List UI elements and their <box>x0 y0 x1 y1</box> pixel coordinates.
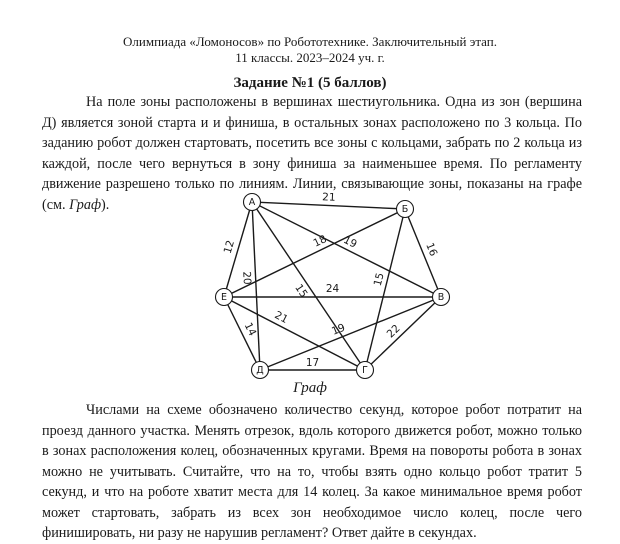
edge-weight-label: 18 <box>311 233 329 250</box>
grade-year-header: 11 классы. 2023–2024 уч. г. <box>235 50 385 65</box>
graph-node <box>397 201 414 218</box>
graph-caption: Граф <box>293 380 327 396</box>
task-title: Задание №1 (5 баллов) <box>233 75 387 91</box>
graph-node <box>433 289 450 306</box>
graph-node <box>244 194 261 211</box>
node-label: Б <box>401 204 409 215</box>
paragraph-1-text: На поле зоны расположены в вершинах шестиугольника. Одна из зон (вершина Д) является зоной старта и и финиша, в остальных зонах расположено по 3 кольца. По заданию робот должен стартовать, посетить все зоны с кольцами, забрать по 2 кольца из каждой, после чего вернуться в зону финиша за наименьшее время. По регламенту движение разрешено только по линиям. Линии, связывающие зоны, показаны на графе (см. <box>42 94 582 213</box>
olympiad-header: Олимпиада «Ломоносов» по Робототехнике. Заключительный этап. <box>123 34 497 49</box>
edge-weight-label: 17 <box>305 357 320 369</box>
task-paragraph-2: Числами на схеме обозначено количество секунд, которое робот потратит на проезд данного участка. Менять отрезок, вдоль которого движется робот, можно только в зонах расположения колец, обозначенных кругами. Время на повороты робота в зонах можно не учитывать. Считайте, что на то, чтобы взять одно кольцо робот тратит 5 секунд, и что на роботе хватит места для 14 колец. За какое минимальное время робот может стартовать, забрать из всех зон необходимое число колец, после чего финишировать, ни разу не нарушив регламент? Ответ дайте в секундах. <box>42 402 582 541</box>
edge-weight-label: 19 <box>330 321 347 338</box>
graph-edge <box>252 202 441 297</box>
graph-edge <box>260 297 441 370</box>
graph-reference: Граф <box>69 196 102 213</box>
graph-edge <box>365 209 405 370</box>
node-label: Д <box>256 365 264 376</box>
node-label: А <box>248 197 256 208</box>
node-label: В <box>437 292 445 303</box>
node-label: Е <box>220 292 228 303</box>
edge-weight-label: 21 <box>272 309 290 327</box>
edge-weight-label: 12 <box>221 238 237 256</box>
graph-edge <box>365 297 441 370</box>
edge-weight-label: 16 <box>423 241 440 259</box>
paragraph-1-end: ). <box>101 196 110 213</box>
edge-weight-label: 15 <box>292 282 310 300</box>
edge-weight-label: 21 <box>321 191 336 204</box>
edge-weight-label: 19 <box>341 233 359 251</box>
edge-weight-label: 22 <box>384 322 403 341</box>
graph-node <box>216 289 233 306</box>
edge-weight-label: 24 <box>325 283 340 295</box>
edge-weight-label: 14 <box>241 320 259 339</box>
edge-weight-label: 20 <box>240 271 253 285</box>
graph-node <box>357 362 374 379</box>
graph-node <box>252 362 269 379</box>
edge-weight-label: 15 <box>371 271 387 288</box>
graph-edge <box>252 202 260 370</box>
node-label: Г <box>362 365 368 376</box>
graph-edge <box>252 202 365 370</box>
